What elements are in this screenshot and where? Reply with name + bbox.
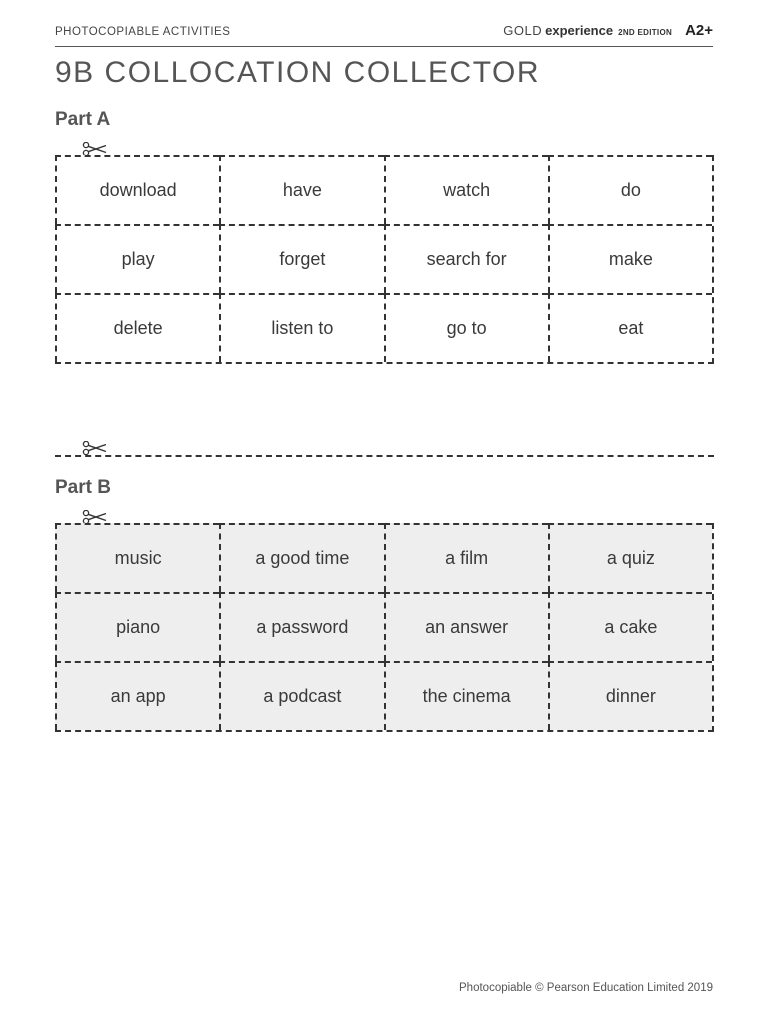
card-part-b[interactable]: a good time <box>219 523 383 592</box>
card-part-b[interactable]: a podcast <box>219 661 383 730</box>
page-title: 9B COLLOCATION COLLECTOR <box>55 56 541 89</box>
card-part-a[interactable]: play <box>55 224 219 293</box>
card-part-a[interactable]: go to <box>384 293 548 362</box>
scissors-icon <box>82 441 108 455</box>
card-part-b[interactable]: an answer <box>384 592 548 661</box>
card-part-a[interactable]: forget <box>219 224 383 293</box>
brand-name: GOLD <box>503 23 543 38</box>
card-part-a[interactable]: search for <box>384 224 548 293</box>
card-part-a[interactable]: download <box>55 155 219 224</box>
page-header <box>55 22 713 47</box>
card-part-b[interactable]: a password <box>219 592 383 661</box>
card-part-a[interactable]: do <box>548 155 712 224</box>
edition-label: 2ND EDITION <box>618 28 673 37</box>
brand-block <box>503 22 713 39</box>
part-a-card-grid <box>55 155 714 364</box>
card-part-b[interactable]: piano <box>55 592 219 661</box>
card-part-b[interactable]: the cinema <box>384 661 548 730</box>
card-part-a[interactable]: listen to <box>219 293 383 362</box>
card-part-a[interactable]: watch <box>384 155 548 224</box>
card-part-b[interactable]: a cake <box>548 592 712 661</box>
scissors-icon <box>82 510 108 524</box>
card-part-b[interactable]: music <box>55 523 219 592</box>
cut-line <box>55 455 714 457</box>
brand-subtitle: experience <box>545 23 614 38</box>
copyright-footer: Photocopiable © Pearson Education Limited 2019 <box>459 982 713 994</box>
card-part-a[interactable]: eat <box>548 293 712 362</box>
card-part-b[interactable]: dinner <box>548 661 712 730</box>
card-part-b[interactable]: a film <box>384 523 548 592</box>
card-part-a[interactable]: have <box>219 155 383 224</box>
part-b-card-grid <box>55 523 714 732</box>
card-part-b[interactable]: an app <box>55 661 219 730</box>
part-b-label: Part B <box>55 477 111 498</box>
card-part-b[interactable]: a quiz <box>548 523 712 592</box>
part-a-label: Part A <box>55 109 111 130</box>
scissors-icon <box>82 142 108 156</box>
level-badge: A2+ <box>685 22 713 39</box>
card-part-a[interactable]: make <box>548 224 712 293</box>
card-part-a[interactable]: delete <box>55 293 219 362</box>
header-left-label: PHOTOCOPIABLE ACTIVITIES <box>55 26 231 38</box>
